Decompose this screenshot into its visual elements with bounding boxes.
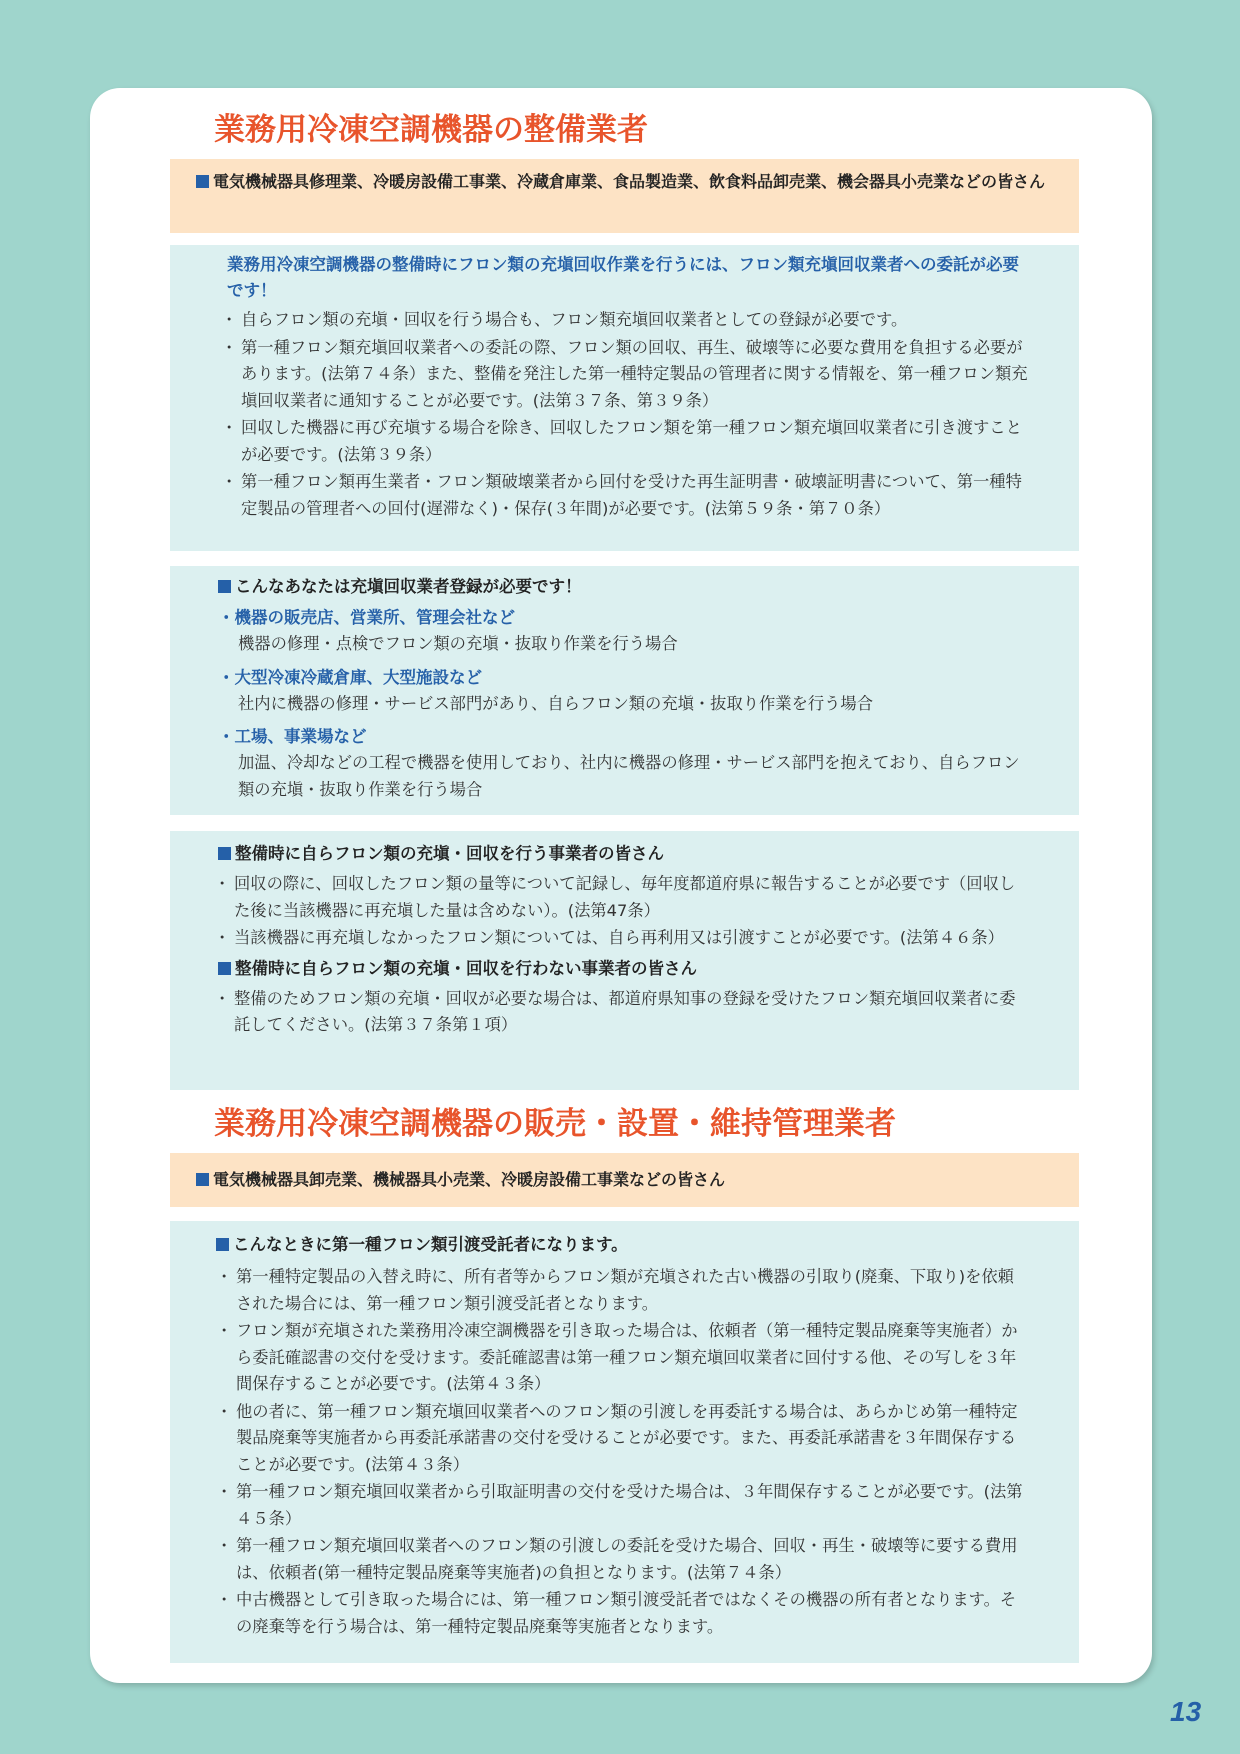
category-desc: 機器の修理・点検でフロン類の充塡・抜取り作業を行う場合 [238,634,678,653]
square-bullet-icon [216,1238,229,1251]
section1-title: 業務用冷凍空調機器の整備業者 [214,112,648,148]
bullet-dot-icon: ・ [218,667,235,687]
square-bullet-icon [218,580,231,593]
section2-audience-band [170,1153,1079,1207]
square-bullet-icon [218,847,231,860]
list-item: ・ 中古機器として引き取った場合には、第一種フロン類引渡受託者ではなくその機器の所有者となります。その廃棄等を行う場合は、第一種特定製品廃棄等実施者となります。 [220,1587,1029,1640]
bullet-dot-icon: ・ [218,608,235,627]
list-item: ・ フロン類が充塡された業務用冷凍空調機器を引き取った場合は、依頼者（第一種特定製品廃棄等実施者）から委託確認書の交付を受けます。委託確認書は第一種フロン類充塡回収業者に回付する他、その写しを３年間保存することが必要です。(法第４３条） [220,1318,1029,1398]
list-item: ・ 第一種フロン類再生業者・フロン類破壊業者から回付を受けた再生証明書・破壊証明書について、第一種特定製品の管理者への回付(遅滞なく)・保存(３年間)が必要です。(法第５９条・第７０条） [225,469,1029,522]
square-bullet-icon [218,962,231,975]
category-desc: 加温、冷却などの工程で機器を使用しており、社内に機器の修理・サービス部門を抱えており、自らフロン類の充塡・抜取り作業を行う場合 [238,753,1020,799]
section1-box1 [170,245,1079,551]
page-number: 13 [1170,1696,1202,1727]
square-bullet-icon [196,1173,209,1186]
section1-box3 [170,831,1079,1090]
section1-audience: 電気機械器具修理業、冷暖房設備工事業、冷蔵倉庫業、食品製造業、飲食料品卸売業、機会器具小売業などの皆さん [213,172,1046,191]
section2-box [170,1221,1079,1663]
box2-heading: こんなあなたは充塡回収業者登録が必要です！ [235,577,582,596]
list-item: ・ 回収した機器に再び充塡する場合を除き、回収したフロン類を第一種フロン類充塡回収業者に引き渡すことが必要です。(法第３９条） [225,415,1029,468]
list-item: ・ 当該機器に再充塡しなかったフロン類については、自ら再利用又は引渡すことが必要です。(法第４６条） [218,925,1029,952]
list-item: ・ 第一種フロン類充塡回収業者への委託の際、フロン類の回収、再生、破壊等に必要な費用を負担する必要があります。(法第７４条）また、整備を発注した第一種特定製品の管理者に関する情報を、第一種フロン類充塡回収業者に通知することが必要です。(法第３７条、第３９条） [225,335,1029,415]
list-item: ・ 第一種特定製品の入替え時に、所有者等からフロン類が充塡された古い機器の引取り(廃棄、下取り)を依頼された場合には、第一種フロン類引渡受託者となります。 [220,1264,1029,1317]
box1-lead: 業務用冷凍空調機器の整備時にフロン類の充塡回収作業を行うには、フロン類充塡回収業者への委託が必要です！ [227,255,1019,300]
list-item: ・ 回収の際に、回収したフロン類の量等について記録し、毎年度都道府県に報告することが必要です（回収した後に当該機器に再充塡した量は含めない）。(法第47条） [218,871,1029,924]
list-item: ・ 他の者に、第一種フロン類充塡回収業者へのフロン類の引渡しを再委託する場合は、あらかじめ第一種特定製品廃棄等実施者から再委託承諾書の交付を受けることが必要です。また、再委託承諾書を３年間保存することが必要です。(法第４３条） [220,1399,1029,1479]
box3-heading2: 整備時に自らフロン類の充塡・回収を行わない事業者の皆さん [235,958,697,978]
section1-box2 [170,566,1079,815]
list-item: ・ 第一種フロン類充塡回収業者から引取証明書の交付を受けた場合は、３年間保存することが必要です。(法第４５条） [220,1479,1029,1532]
list-item: ・ 第一種フロン類充塡回収業者へのフロン類の引渡しの委託を受けた場合、回収・再生・破壊等に要する費用は、依頼者(第一種特定製品廃棄等実施者)の負担となります。(法第７４条） [220,1533,1029,1586]
box1-list [225,307,1029,522]
section2-box-heading: こんなときに第一種フロン類引渡受託者になります。 [233,1235,628,1254]
box3-heading1: 整備時に自らフロン類の充塡・回収を行う事業者の皆さん [235,844,664,863]
list-item: ・ 自らフロン類の充塡・回収を行う場合も、フロン類充塡回収業者としての登録が必要です。 [225,307,1029,334]
bullet-dot-icon: ・ [218,727,235,746]
category-label: 機器の販売店、営業所、管理会社など [234,608,515,627]
box3-list1 [218,871,1029,952]
list-item: ・ 整備のためフロン類の充塡・回収が必要な場合は、都道府県知事の登録を受けたフロン類充塡回収業者に委託してください。(法第３７条第１項） [218,986,1029,1039]
category-label: 大型冷凍冷蔵倉庫、大型施設など [234,667,482,687]
category-label: 工場、事業場など [234,727,367,746]
section1-audience-band [170,159,1079,233]
section2-list [216,1264,1029,1640]
box3-list2 [218,986,1029,1039]
section2-title: 業務用冷凍空調機器の販売・設置・維持管理業者 [214,1106,896,1142]
square-bullet-icon [196,175,209,188]
section2-audience: 電気機械器具卸売業、機械器具小売業、冷暖房設備工事業などの皆さん [213,1170,726,1189]
category-desc: 社内に機器の修理・サービス部門があり、自らフロン類の充塡・抜取り作業を行う場合 [238,693,873,713]
